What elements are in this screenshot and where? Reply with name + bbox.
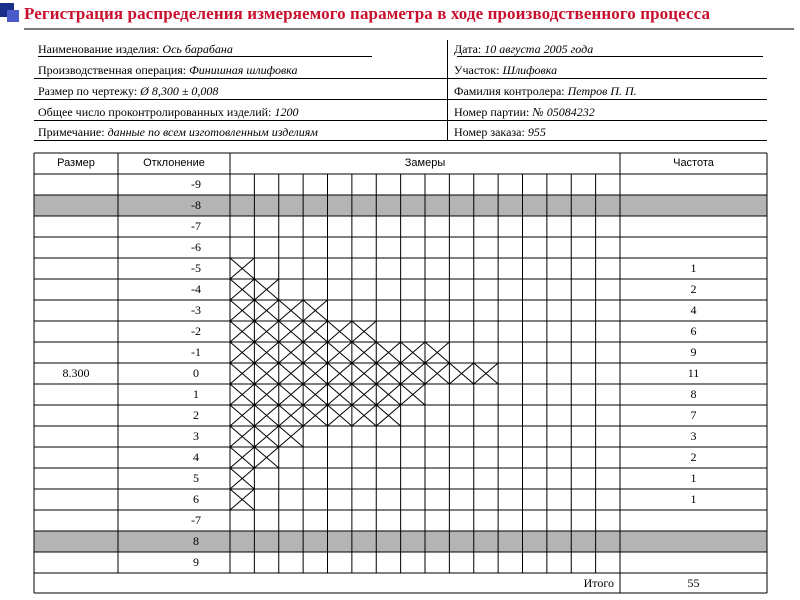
deviation-cell: -2	[191, 324, 201, 338]
tally-cross	[303, 363, 327, 384]
deviation-cell: 6	[193, 492, 199, 506]
tally-cross	[230, 321, 254, 342]
deviation-cell: 0	[193, 366, 199, 380]
frequency-cell: 4	[690, 303, 697, 317]
tally-cross	[230, 405, 254, 426]
tally-cross	[376, 384, 400, 405]
order-number-field: Номер заказа: 955	[454, 125, 546, 139]
date-field: Дата: 10 августа 2005 года	[454, 42, 594, 56]
tally-cross	[279, 426, 303, 447]
tally-cross	[230, 342, 254, 363]
frequency-cell: 9	[690, 345, 697, 359]
tally-cross	[254, 405, 278, 426]
tally-cross	[254, 426, 278, 447]
tally-cross	[401, 342, 425, 363]
tally-cross	[425, 363, 449, 384]
total-label: Итого	[583, 576, 614, 590]
tally-cross	[230, 363, 254, 384]
deviation-cell: -7	[191, 219, 201, 233]
tally-cross	[328, 384, 352, 405]
frequency-cell: 1	[690, 492, 697, 506]
tally-cross	[303, 384, 327, 405]
tally-cross	[254, 384, 278, 405]
deviation-cell: 5	[193, 471, 199, 485]
header-deviation: Отклонение	[143, 157, 205, 169]
deviation-cell: -7	[191, 513, 201, 527]
total-value: 55	[687, 576, 700, 590]
tally-cross	[230, 489, 254, 510]
frequency-cell: 3	[690, 429, 697, 443]
tally-cross	[401, 384, 425, 405]
frequency-cell: 2	[690, 282, 697, 296]
deviation-cell: 4	[193, 450, 199, 464]
tally-cross	[376, 405, 400, 426]
tally-cross	[230, 426, 254, 447]
tally-cross	[328, 405, 352, 426]
frequency-cell: 1	[690, 471, 697, 485]
tally-cross	[230, 258, 254, 279]
deviation-cell: -4	[191, 282, 201, 296]
tally-cross	[449, 363, 473, 384]
deviation-cell: 3	[193, 429, 199, 443]
tally-cross	[352, 342, 376, 363]
tally-cross	[303, 321, 327, 342]
section-field: Участок: Шлифовка	[454, 63, 558, 77]
frequency-cell: 8	[690, 387, 697, 401]
tally-cross	[230, 468, 254, 489]
tally-cross	[279, 300, 303, 321]
tally-cross	[401, 363, 425, 384]
deviation-cell: -3	[191, 303, 201, 317]
tally-cross	[352, 384, 376, 405]
deviation-cell: -8	[191, 198, 201, 212]
deviation-cell: -5	[191, 261, 201, 275]
product-name-field: Наименование изделия: Ось барабана	[38, 42, 233, 56]
page-title: Регистрация распределения измеряемого параметра в ходе производственного процесса	[24, 4, 711, 23]
note-field: Примечание: данные по всем изготовленным изделиям	[38, 125, 318, 139]
tally-cross	[230, 384, 254, 405]
tally-cross	[328, 342, 352, 363]
tally-cross	[254, 300, 278, 321]
header-size: Размер	[57, 157, 95, 169]
deviation-cell: -9	[191, 177, 201, 191]
tally-cross	[328, 321, 352, 342]
tally-cross	[352, 405, 376, 426]
header-measurements: Замеры	[404, 157, 446, 169]
tally-cross	[376, 342, 400, 363]
tally-cross	[474, 363, 498, 384]
deviation-cell: 1	[193, 387, 199, 401]
frequency-cell: 1	[690, 261, 697, 275]
tally-cross	[376, 363, 400, 384]
tally-cross	[254, 363, 278, 384]
tally-cross	[279, 321, 303, 342]
inspector-field: Фамилия контролера: Петров П. П.	[454, 84, 637, 98]
tally-cross	[425, 342, 449, 363]
tally-cross	[303, 300, 327, 321]
tally-cross	[254, 279, 278, 300]
tally-cross	[279, 405, 303, 426]
tally-cross	[230, 279, 254, 300]
tally-cross	[230, 300, 254, 321]
batch-number-field: Номер партии: № 05084232	[454, 105, 595, 119]
tally-cross	[352, 321, 376, 342]
tally-cross	[303, 405, 327, 426]
tally-cross	[328, 363, 352, 384]
deviation-cell: -1	[191, 345, 201, 359]
deviation-cell: -6	[191, 240, 201, 254]
tally-cross	[352, 363, 376, 384]
tally-cross	[254, 447, 278, 468]
operation-field: Производственная операция: Финишная шлифовка	[38, 63, 298, 77]
deviation-cell: 8	[193, 534, 199, 548]
size-cell: 8.300	[62, 366, 90, 380]
frequency-cell: 2	[690, 450, 697, 464]
tally-cross	[279, 384, 303, 405]
tally-cross	[254, 342, 278, 363]
tally-cross	[303, 342, 327, 363]
tally-cross	[279, 363, 303, 384]
deviation-cell: 2	[193, 408, 199, 422]
frequency-cell: 6	[690, 324, 697, 338]
frequency-cell: 7	[690, 408, 697, 422]
drawing-size-field: Размер по чертежу: Ø 8,300 ± 0,008	[38, 84, 219, 98]
frequency-cell: 11	[687, 366, 700, 380]
deviation-cell: 9	[193, 555, 199, 569]
tally-cross	[279, 342, 303, 363]
tally-cross	[254, 321, 278, 342]
tally-cross	[230, 447, 254, 468]
total-inspected-field: Общее число проконтролированных изделий: 1200	[38, 105, 299, 119]
header-frequency: Частота	[673, 157, 714, 169]
